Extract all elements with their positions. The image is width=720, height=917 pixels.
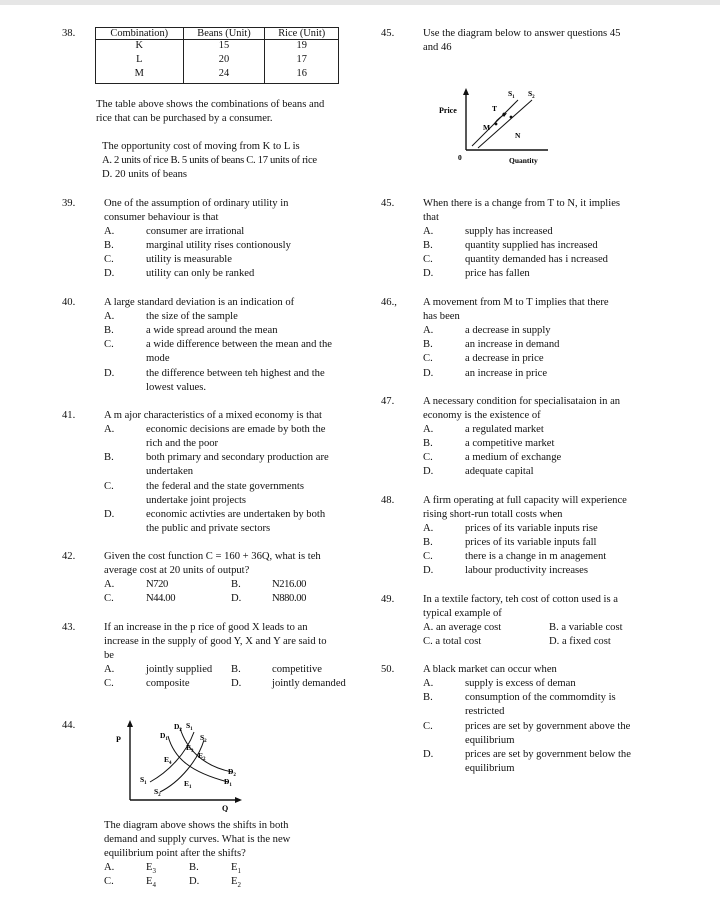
option-letter: D. bbox=[104, 268, 115, 279]
option-text: N216.00 bbox=[272, 579, 306, 590]
option-text: mode bbox=[146, 353, 170, 364]
option-text: supply is excess of deman bbox=[465, 678, 576, 689]
option-text: an increase in demand bbox=[465, 339, 560, 350]
option-text: a competitive market bbox=[465, 438, 555, 449]
top-border bbox=[0, 0, 720, 5]
table-cell: L bbox=[96, 51, 184, 65]
option-text: economic decisions are emade by both the bbox=[146, 424, 326, 435]
option-text: prices of its variable inputs rise bbox=[465, 523, 598, 534]
question-stem: A black market can occur when bbox=[423, 664, 557, 675]
label-e4: $E_4$ bbox=[164, 755, 172, 766]
question-number: 41. bbox=[62, 410, 76, 421]
option-letter: D. bbox=[423, 268, 434, 279]
label-d1: $D_1$ bbox=[160, 731, 168, 742]
option-text: the federal and the state governments bbox=[146, 481, 304, 492]
option-text: undertaken bbox=[146, 466, 194, 477]
label-d2-right: $D_2$ bbox=[228, 767, 236, 778]
question-stem: If an increase in the p rice of good X leads to an bbox=[104, 622, 308, 633]
option-text: the difference between teh highest and the bbox=[146, 368, 325, 379]
option-letter: A. bbox=[104, 311, 115, 322]
option-letter: C. bbox=[104, 678, 114, 689]
option-letter: B. bbox=[423, 692, 433, 703]
label-n: N bbox=[515, 131, 521, 140]
option-text: N720 bbox=[146, 579, 168, 590]
table-cell: 17 bbox=[265, 51, 339, 65]
option-text: price has fallen bbox=[465, 268, 530, 279]
question-stem: The opportunity cost of moving from K to L is bbox=[102, 141, 300, 152]
question-number: 45. bbox=[381, 28, 395, 39]
option-text: supply has increased bbox=[465, 226, 553, 237]
option-letter: C. bbox=[423, 254, 433, 265]
option-text: $E_2$ bbox=[231, 876, 241, 890]
option-text: $E_1$ bbox=[231, 862, 241, 876]
option-text: an increase in price bbox=[465, 368, 548, 379]
option-letter: A. bbox=[104, 579, 115, 590]
point-m bbox=[495, 123, 498, 126]
label-e2: $E_2$ bbox=[198, 751, 206, 762]
option-letter: D. bbox=[423, 565, 434, 576]
option-letter: A. bbox=[104, 424, 115, 435]
question-stem: be bbox=[104, 650, 114, 661]
question-number: 45. bbox=[381, 198, 395, 209]
option-letter: A. bbox=[104, 862, 115, 873]
question-number: 50. bbox=[381, 664, 395, 675]
point-n bbox=[510, 116, 513, 119]
supply-curve-s1 bbox=[150, 732, 194, 782]
option-letter: C. bbox=[104, 876, 114, 887]
option-letter: B. bbox=[104, 325, 114, 336]
table-cell: 16 bbox=[265, 65, 339, 84]
option-letter: D. bbox=[189, 876, 200, 887]
option-letter: A. bbox=[423, 226, 434, 237]
caption-line: rice that can be purchased by a consumer. bbox=[96, 113, 273, 124]
option-text: composite bbox=[146, 678, 190, 689]
caption-line: The diagram above shows the shifts in both bbox=[104, 820, 289, 831]
supply-curve-s2 bbox=[160, 740, 204, 792]
question-stem: typical example of bbox=[423, 608, 502, 619]
option-text: economic activties are undertaken by both bbox=[146, 509, 326, 520]
option: A. an average cost bbox=[423, 622, 502, 633]
option-text: a regulated market bbox=[465, 424, 544, 435]
option-text: marginal utility rises contionously bbox=[146, 240, 291, 251]
option-text: quantity demanded has i ncreased bbox=[465, 254, 608, 265]
question-stem: Given the cost function C = 160 + 36Q, what is teh bbox=[104, 551, 321, 562]
x-axis-arrow bbox=[235, 797, 242, 803]
option-letter: A. bbox=[104, 226, 115, 237]
question-number: 49. bbox=[381, 594, 395, 605]
option-letter: C. bbox=[104, 481, 114, 492]
y-axis-arrow bbox=[463, 88, 469, 95]
question-number: 40. bbox=[62, 297, 76, 308]
option-text: a decrease in price bbox=[465, 353, 544, 364]
table-header: Rice (Unit) bbox=[265, 28, 339, 40]
option-letter: C. bbox=[104, 254, 114, 265]
answer-line: A. 2 units of rice B. 5 units of beans C. 17 units of rice bbox=[102, 155, 317, 166]
origin-label: 0 bbox=[458, 153, 462, 162]
price-axis-label: P bbox=[116, 735, 121, 744]
option-text: lowest values. bbox=[146, 382, 207, 393]
option-letter: B. bbox=[104, 240, 114, 251]
label-s1: $S_1$ bbox=[508, 89, 515, 100]
option-text: labour productivity increases bbox=[465, 565, 588, 576]
option-text: $E_4$ bbox=[146, 876, 156, 890]
option-text: prices of its variable inputs fall bbox=[465, 537, 597, 548]
option-letter: C. bbox=[104, 593, 114, 604]
label-m: M bbox=[483, 123, 491, 132]
option-text: quantity supplied has increased bbox=[465, 240, 598, 251]
label-s2-bottom: $S_2$ bbox=[154, 787, 161, 798]
option-text: $E_3$ bbox=[146, 862, 156, 876]
option-text: undertake joint projects bbox=[146, 495, 247, 506]
option-letter: D. bbox=[104, 368, 115, 379]
label-s2: $S_2$ bbox=[528, 89, 535, 100]
question-number: 39. bbox=[62, 198, 76, 209]
option-text: rich and the poor bbox=[146, 438, 219, 449]
question-stem: and 46 bbox=[423, 42, 452, 53]
question-number: 43. bbox=[62, 622, 76, 633]
caption-line: demand and supply curves. What is the new bbox=[104, 834, 291, 845]
option-text: consumption of the commomdity is bbox=[465, 692, 616, 703]
option-text: equilibrium bbox=[465, 763, 515, 774]
option-letter: B. bbox=[189, 862, 199, 873]
table-header: Beans (Unit) bbox=[183, 28, 265, 40]
option-letter: D. bbox=[104, 509, 115, 520]
option-letter: B. bbox=[423, 438, 433, 449]
label-s1: $S_1$ bbox=[186, 721, 193, 732]
question-stem: A large standard deviation is an indication of bbox=[104, 297, 295, 308]
question-stem: that bbox=[423, 212, 439, 223]
option-letter: D. bbox=[423, 466, 434, 477]
option-text: the public and private sectors bbox=[146, 523, 271, 534]
caption-line: equilibrium point after the shifts? bbox=[104, 848, 246, 859]
option-letter: A. bbox=[423, 424, 434, 435]
question-stem: In a textile factory, teh cost of cotton used is a bbox=[423, 594, 618, 605]
price-axis-label: Price bbox=[439, 106, 457, 115]
question-stem: economy is the existence of bbox=[423, 410, 541, 421]
option-letter: A. bbox=[423, 523, 434, 534]
option-text: utility can only be ranked bbox=[146, 268, 255, 279]
option-letter: B. bbox=[231, 664, 241, 675]
option-text: restricted bbox=[465, 706, 505, 717]
option-text: N44.00 bbox=[146, 593, 176, 604]
option-letter: C. bbox=[423, 551, 433, 562]
question-stem: rising short-run totall costs when bbox=[423, 509, 563, 520]
table-cell: 24 bbox=[183, 65, 265, 84]
option-text: a wide spread around the mean bbox=[146, 325, 278, 336]
option-text: a decrease in supply bbox=[465, 325, 551, 336]
option-text: competitive bbox=[272, 664, 323, 675]
option-text: N880.00 bbox=[272, 593, 306, 604]
label-e1: $E_1$ bbox=[184, 779, 192, 790]
question-number: 46., bbox=[381, 297, 397, 308]
quantity-axis-label: Quantity bbox=[509, 156, 538, 165]
option-letter: B. bbox=[231, 579, 241, 590]
combination-table bbox=[95, 27, 339, 84]
option-letter: D. bbox=[423, 368, 434, 379]
question-number: 48. bbox=[381, 495, 395, 506]
option-letter: A. bbox=[104, 664, 115, 675]
option-text: jointly demanded bbox=[272, 678, 346, 689]
caption-line: The table above shows the combinations of beans and bbox=[96, 99, 325, 110]
question-stem: One of the assumption of ordinary utility in bbox=[104, 198, 289, 209]
question-stem: has been bbox=[423, 311, 460, 322]
label-s1-bottom: $S_1$ bbox=[140, 775, 147, 786]
y-axis-arrow bbox=[127, 720, 133, 727]
option-text: both primary and secondary production are bbox=[146, 452, 329, 463]
question-stem: A m ajor characteristics of a mixed economy is that bbox=[104, 410, 322, 421]
option-letter: C. bbox=[423, 721, 433, 732]
question-stem: increase in the supply of good Y, X and Y are said to bbox=[104, 636, 327, 647]
option-letter: C. bbox=[423, 353, 433, 364]
option-text: prices are set by government above the bbox=[465, 721, 631, 732]
question-number: 44. bbox=[62, 720, 76, 731]
supply-demand-shift-diagram bbox=[110, 716, 250, 812]
answer-line: D. 20 units of beans bbox=[102, 169, 188, 180]
question-number: 42. bbox=[62, 551, 76, 562]
option: C. a total cost bbox=[423, 636, 482, 647]
option-text: a wide difference between the mean and the bbox=[146, 339, 332, 350]
option-letter: B. bbox=[104, 452, 114, 463]
table-header: Combination) bbox=[96, 28, 184, 40]
question-stem: consumer behaviour is that bbox=[104, 212, 219, 223]
table-cell: 19 bbox=[265, 40, 339, 52]
option-letter: C. bbox=[104, 339, 114, 350]
option-text: the size of the sample bbox=[146, 311, 238, 322]
option-letter: B. bbox=[423, 537, 433, 548]
option-letter: B. bbox=[423, 339, 433, 350]
label-e3: $E_3$ bbox=[186, 743, 194, 754]
option-letter: B. bbox=[423, 240, 433, 251]
option-letter: D. bbox=[231, 593, 242, 604]
option-text: prices are set by government below the bbox=[465, 749, 631, 760]
point-t bbox=[503, 113, 506, 116]
table-cell: K bbox=[96, 40, 184, 52]
option-text: jointly supplied bbox=[146, 664, 213, 675]
label-t: T bbox=[492, 104, 498, 113]
question-stem: A movement from M to T implies that there bbox=[423, 297, 609, 308]
question-stem: Use the diagram below to answer questions 45 bbox=[423, 28, 621, 39]
option: D. a fixed cost bbox=[549, 636, 611, 647]
option-letter: C. bbox=[423, 452, 433, 463]
option-letter: A. bbox=[423, 325, 434, 336]
option-text: adequate capital bbox=[465, 466, 534, 477]
table-cell: 20 bbox=[183, 51, 265, 65]
table-cell: 15 bbox=[183, 40, 265, 52]
table-cell: M bbox=[96, 65, 184, 84]
option-text: there is a change in m anagement bbox=[465, 551, 607, 562]
quantity-axis-label: Q bbox=[222, 804, 229, 812]
question-stem: A firm operating at full capacity will experience bbox=[423, 495, 627, 506]
option-letter: D. bbox=[231, 678, 242, 689]
option-text: a medium of exchange bbox=[465, 452, 562, 463]
option-text: consumer are irrational bbox=[146, 226, 245, 237]
supply-movement-diagram bbox=[436, 84, 552, 170]
label-d2: $D_2$ bbox=[174, 722, 182, 733]
question-stem: average cost at 20 units of output? bbox=[104, 565, 250, 576]
question-stem: When there is a change from T to N, it implies bbox=[423, 198, 621, 209]
label-s2: $S_2$ bbox=[200, 733, 207, 744]
question-number: 47. bbox=[381, 396, 395, 407]
option-letter: A. bbox=[423, 678, 434, 689]
option-letter: D. bbox=[423, 749, 434, 760]
option-text: equilibrium bbox=[465, 735, 515, 746]
option-text: utility is measurable bbox=[146, 254, 232, 265]
question-stem: A necessary condition for specialisataion in an bbox=[423, 396, 621, 407]
option: B. a variable cost bbox=[549, 622, 623, 633]
question-number: 38. bbox=[62, 28, 76, 39]
label-d1-right: $D_1$ bbox=[224, 777, 232, 788]
